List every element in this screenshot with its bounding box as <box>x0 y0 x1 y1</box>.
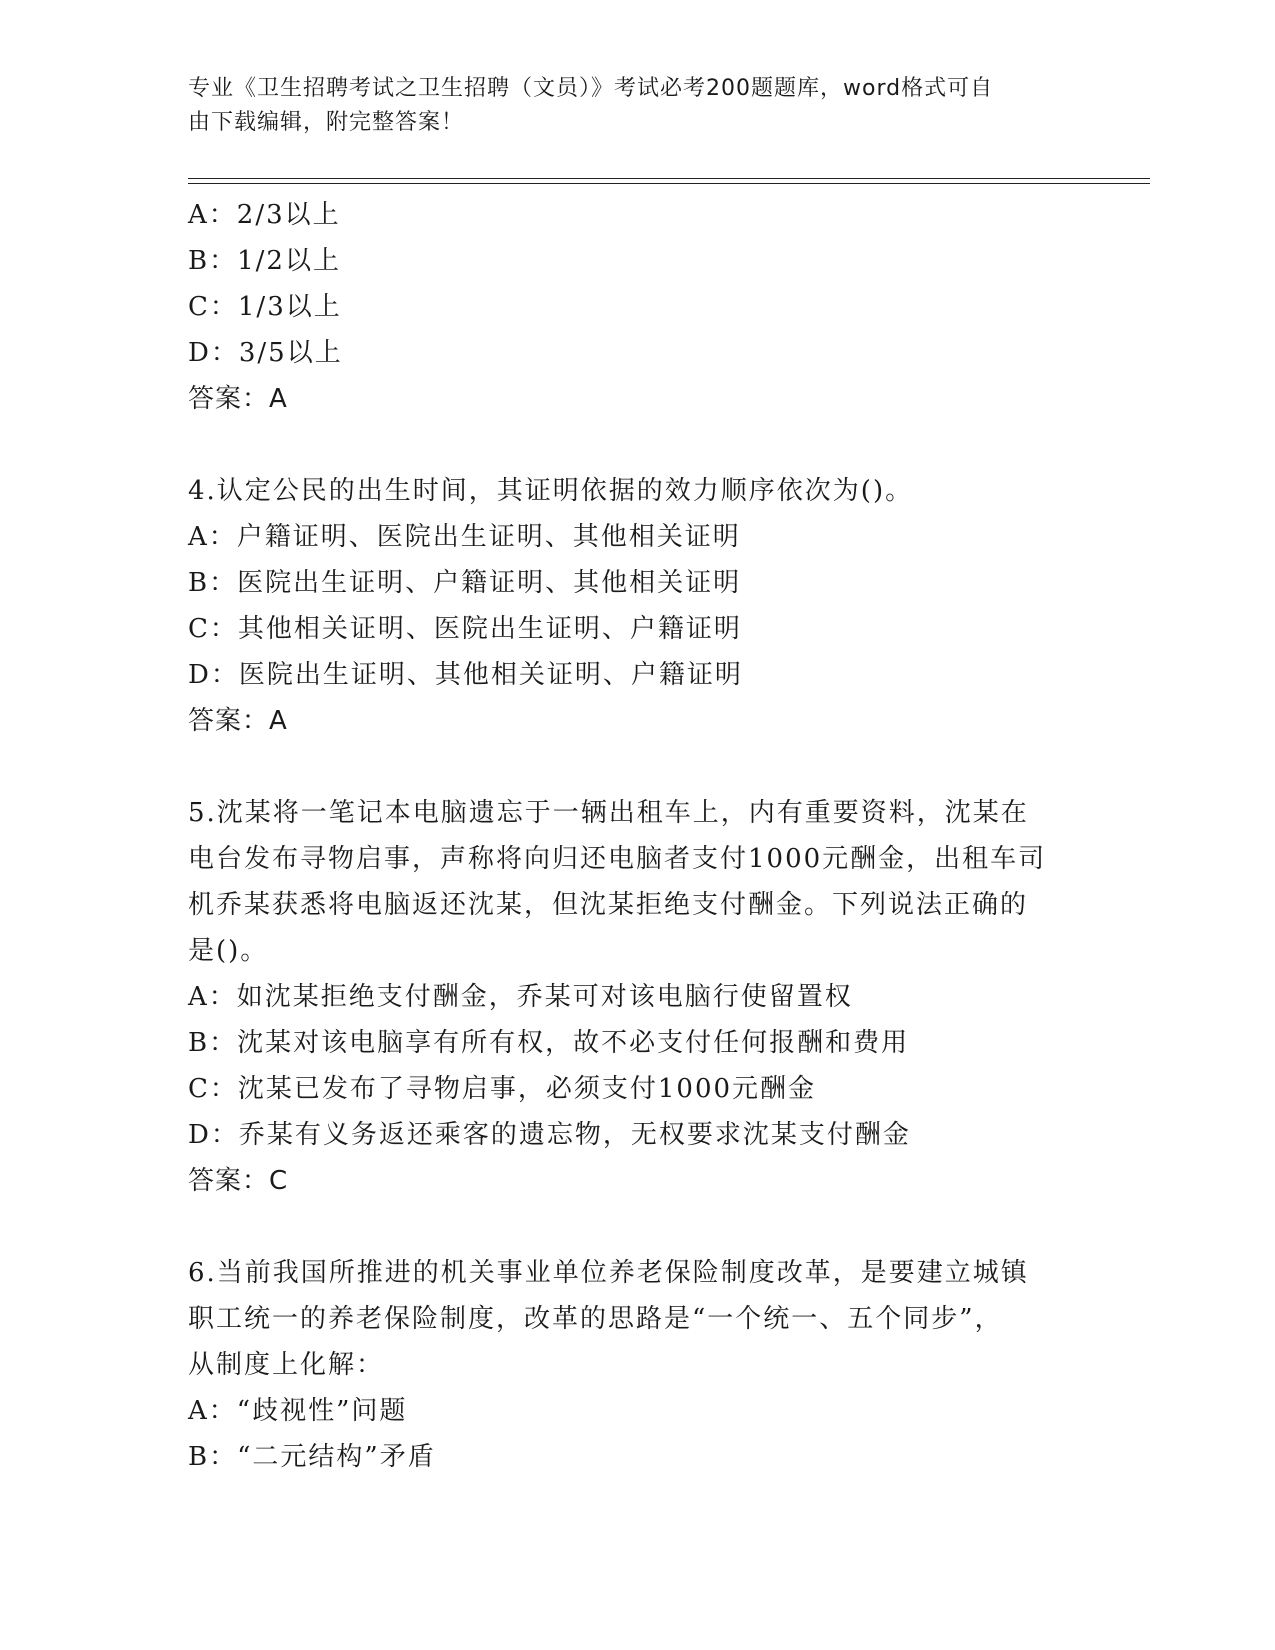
spacer <box>188 1204 1088 1250</box>
option-b: B：1/2以上 <box>188 246 341 276</box>
option-a: A：户籍证明、医院出生证明、其他相关证明 <box>188 522 741 552</box>
answer: 答案：A <box>188 706 288 736</box>
option-d: D：乔某有义务返还乘客的遗忘物，无权要求沈某支付酬金 <box>188 1120 911 1150</box>
option-b: B：沈某对该电脑享有所有权，故不必支付任何报酬和费用 <box>188 1028 910 1058</box>
question-4 <box>188 468 1088 744</box>
question-stem: 电台发布寻物启事，声称将向归还电脑者支付1000元酬金，出租车司 <box>188 844 1047 874</box>
document-header <box>188 72 1068 140</box>
header-divider-bottom <box>188 183 1150 184</box>
answer: 答案：C <box>188 1166 289 1196</box>
question-5 <box>188 790 1088 1204</box>
spacer <box>188 744 1088 790</box>
option-b: B：“二元结构”矛盾 <box>188 1442 436 1472</box>
question-stem: 职工统一的养老保险制度，改革的思路是“一个统一、五个同步”， <box>188 1304 1003 1334</box>
question-stem: 6.当前我国所推进的机关事业单位养老保险制度改革，是要建立城镇 <box>188 1258 1029 1288</box>
option-d: D：3/5以上 <box>188 338 343 368</box>
answer: 答案：A <box>188 384 288 414</box>
question-stem: 从制度上化解： <box>188 1350 385 1380</box>
question-6 <box>188 1250 1088 1480</box>
option-d: D：医院出生证明、其他相关证明、户籍证明 <box>188 660 743 690</box>
option-a: A：2/3以上 <box>188 200 341 230</box>
option-a: A：“歧视性”问题 <box>188 1396 408 1426</box>
document-body <box>188 192 1088 1480</box>
option-c: C：1/3以上 <box>188 292 342 322</box>
header-line-2: 由下载编辑，附完整答案！ <box>188 110 465 135</box>
question-3 <box>188 192 1088 422</box>
question-stem: 机乔某获悉将电脑返还沈某，但沈某拒绝支付酬金。下列说法正确的 <box>188 890 1029 920</box>
spacer <box>188 422 1088 468</box>
question-stem: 是()。 <box>188 936 269 966</box>
question-stem: 5.沈某将一笔记本电脑遗忘于一辆出租车上，内有重要资料，沈某在 <box>188 798 1029 828</box>
question-stem: 4.认定公民的出生时间，其证明依据的效力顺序依次为()。 <box>188 476 914 506</box>
option-b: B：医院出生证明、户籍证明、其他相关证明 <box>188 568 742 598</box>
option-c: C：沈某已发布了寻物启事，必须支付1000元酬金 <box>188 1074 817 1104</box>
option-a: A：如沈某拒绝支付酬金，乔某可对该电脑行使留置权 <box>188 982 853 1012</box>
header-line-1: 专业《卫生招聘考试之卫生招聘（文员）》考试必考200题题库，word格式可自 <box>188 76 994 101</box>
option-c: C：其他相关证明、医院出生证明、户籍证明 <box>188 614 742 644</box>
header-divider-top <box>188 178 1150 179</box>
